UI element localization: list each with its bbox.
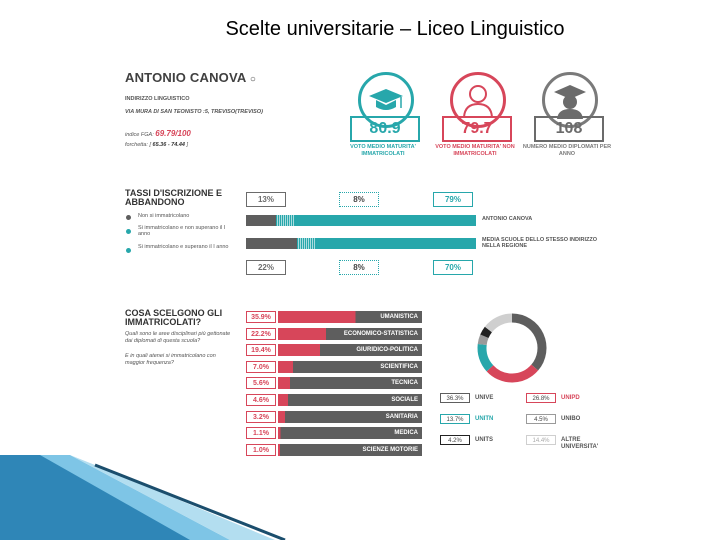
kpi-value-non-immatricolati: 79.7 (442, 116, 512, 142)
university-legend-item (440, 393, 525, 403)
kpi-value-diplomati: 108 (534, 116, 604, 142)
scelte-question-areas: Quali sono le aree disciplinari più gettonate dai diplomati di questa scuola? (125, 331, 231, 344)
fga-index-label: indice FGA: (125, 132, 154, 138)
scelte-heading (125, 309, 222, 327)
area-row (246, 328, 422, 340)
legend-dot-not-enrolled (126, 215, 131, 220)
school-address: VIA MURA DI SAN TEONISTO :5, TREVISO(TREVISO) (125, 109, 263, 115)
school-bar-segment-continue (294, 215, 476, 226)
region-pct-continue: 70% (433, 260, 473, 275)
slide-title: Scelte universitarie – Liceo Linguistico (225, 18, 565, 40)
donut-slice-unibo (482, 336, 484, 344)
legend-dot-continue (126, 248, 131, 253)
school-name (125, 70, 256, 85)
area-pct: 35.9% (246, 311, 276, 323)
area-pct: 19.4% (246, 344, 276, 356)
fga-range (125, 142, 188, 148)
area-row (246, 311, 422, 323)
area-row (246, 444, 422, 456)
universities-donut-chart (472, 308, 552, 388)
tassi-heading-line2: ABBANDONO (125, 197, 185, 207)
area-label: GIURIDICO-POLITICA (278, 344, 422, 356)
school-type: INDIRIZZO LINGUISTICO (125, 96, 190, 102)
slide-decoration (0, 455, 290, 540)
school-bar-segment-not-enrolled (246, 215, 276, 226)
area-pct: 3.2% (246, 411, 276, 423)
school-pct-not-enrolled: 13% (246, 192, 286, 207)
area-row (246, 411, 422, 423)
university-name: UNIVE (475, 395, 494, 401)
region-bar-segment-dropout (297, 238, 315, 249)
university-name: UNIBO (561, 416, 581, 422)
areas-list (246, 311, 422, 460)
kpi-label-diplomati: NUMERO MEDIO DIPLOMATI PER ANNO (522, 144, 612, 157)
scelte-question-atenei: E in quali atenei si immatricolano con maggior frequenza? (125, 353, 216, 366)
area-row (246, 394, 422, 406)
region-pct-not-enrolled: 22% (246, 260, 286, 275)
kpi-value-immatricolati: 80.9 (350, 116, 420, 142)
university-legend-item (440, 414, 525, 424)
kpi-label-non-immatricolati: VOTO MEDIO MATURITA' NON IMMATRICOLATI (435, 144, 515, 157)
tassi-heading-line1: TASSI D'ISCRIZIONE E (125, 188, 222, 198)
donut-slice-units (484, 329, 488, 336)
university-pct: 36.3% (440, 393, 470, 403)
area-label: UMANISTICA (278, 311, 422, 323)
region-bar-label: MEDIA SCUOLE DELLO STESSO INDIRIZZO NELLA REGIONE (482, 237, 597, 249)
area-label: MEDICA (278, 427, 422, 439)
area-pct: 1.0% (246, 444, 276, 456)
legend-label-dropout: Si immatricolano e non superano il I anno (138, 225, 226, 237)
donut-slice-unive (512, 318, 542, 368)
university-pct: 26.8% (526, 393, 556, 403)
area-pct: 5.6% (246, 377, 276, 389)
area-pct: 22.2% (246, 328, 276, 340)
location-pin-icon: ○ (249, 74, 257, 85)
area-pct: 4.6% (246, 394, 276, 406)
donut-slice-unitn (482, 344, 490, 368)
tassi-heading (125, 189, 222, 207)
school-stacked-bar (246, 215, 476, 226)
university-pct: 13.7% (440, 414, 470, 424)
kpi-label-immatricolati: VOTO MEDIO MATURITA' IMMATRICOLATI (350, 144, 416, 157)
school-bar-label: ANTONIO CANOVA (482, 216, 533, 222)
area-row (246, 344, 422, 356)
university-pct: 14.4% (526, 435, 556, 445)
universities-legend (440, 393, 610, 453)
area-label: SANITARIA (278, 411, 422, 423)
area-label: SOCIALE (278, 394, 422, 406)
university-legend-item (440, 435, 525, 445)
area-pct: 7.0% (246, 361, 276, 373)
region-bar-segment-continue (315, 238, 476, 249)
university-name: UNIPD (561, 395, 580, 401)
fga-range-close: ] (186, 142, 189, 148)
fga-range-value: 65.36 - 74.44 (152, 142, 185, 148)
scelte-heading-line1: COSA SCELGONO GLI (125, 308, 223, 318)
area-row (246, 361, 422, 373)
area-label: ECONOMICO-STATISTICA (278, 328, 422, 340)
area-row (246, 377, 422, 389)
university-pct: 4.5% (526, 414, 556, 424)
region-stacked-bar (246, 238, 476, 249)
region-pct-dropout: 8% (339, 260, 379, 275)
legend-label-continue: Si immatricolano e superano il I anno (138, 244, 229, 250)
area-pct: 1.1% (246, 427, 276, 439)
university-name: ALTRE UNIVERSITA' (561, 437, 599, 450)
donut-slice-altreuniversita (488, 318, 512, 329)
university-legend-item (526, 414, 611, 424)
fga-range-label: forchetta: [ (125, 142, 151, 148)
fga-index (125, 129, 191, 138)
area-label: TECNICA (278, 377, 422, 389)
fga-index-value: 69.79/100 (155, 129, 191, 138)
legend-label-not-enrolled: Non si immatricolano (138, 213, 190, 219)
donut-slice-unipd (490, 368, 535, 378)
university-legend-item (526, 393, 611, 403)
school-pct-dropout: 8% (339, 192, 379, 207)
school-pct-continue: 79% (433, 192, 473, 207)
school-bar-segment-dropout (276, 215, 294, 226)
university-name: UNITS (475, 437, 493, 443)
legend-dot-dropout (126, 229, 131, 234)
university-name: UNITN (475, 416, 494, 422)
area-label: SCIENZE MOTORIE (278, 444, 422, 456)
university-legend-item (526, 435, 611, 451)
scelte-heading-line2: IMMATRICOLATI? (125, 317, 202, 327)
area-label: SCIENTIFICA (278, 361, 422, 373)
school-name-text: ANTONIO CANOVA (125, 70, 247, 85)
area-row (246, 427, 422, 439)
university-pct: 4.2% (440, 435, 470, 445)
region-bar-segment-not-enrolled (246, 238, 297, 249)
